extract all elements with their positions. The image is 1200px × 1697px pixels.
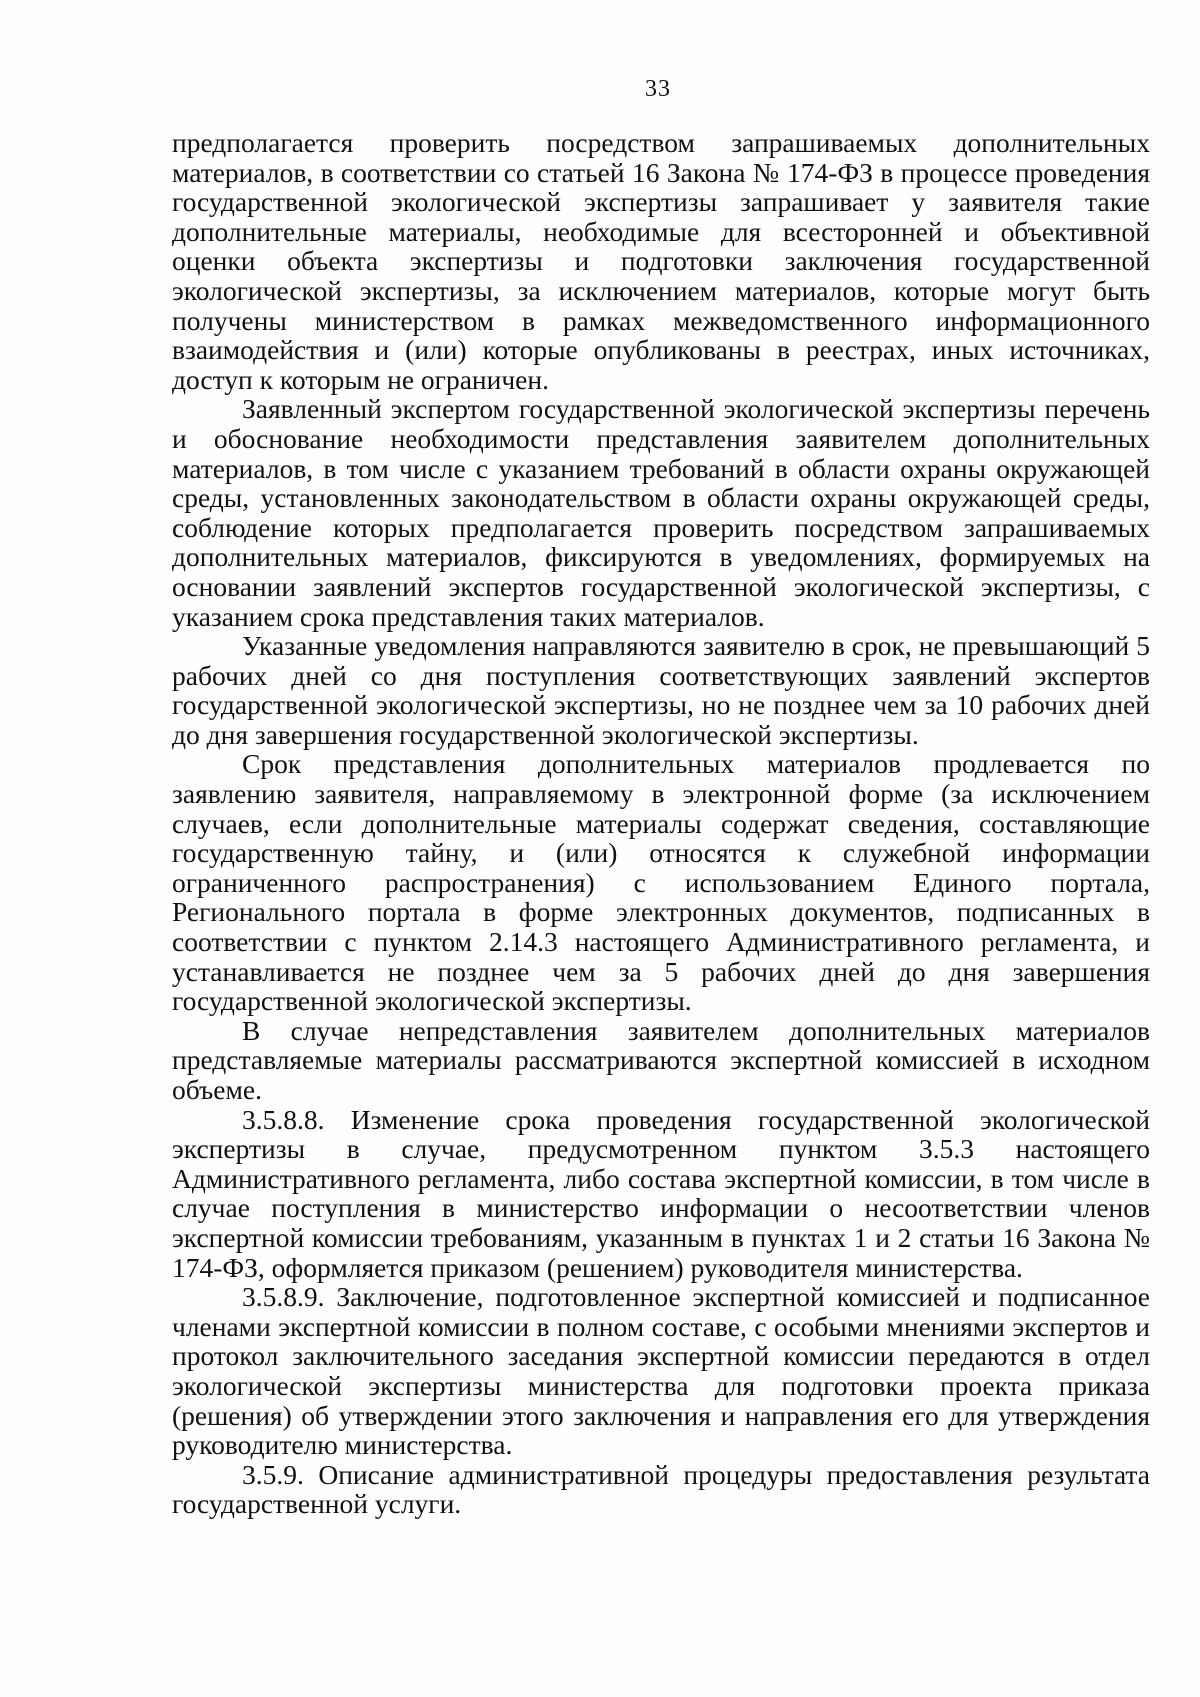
paragraph: 3.5.8.9. Заключение, подготовленное экспертной комиссией и подписанное членами экспертной комиссии в полном составе, с особыми мнениями экспертов и протокол заключительного заседания экспертной комиссии передаются в отдел экологической экспертизы министерства для подготовки проекта приказа (решения) об утверждении этого заключения и направления его для утверждения руководителю министерства. bbox=[172, 1281, 1150, 1461]
paragraph: Заявленный экспертом государственной экологической экспертизы перечень и обоснование необходимости представления заявителем дополнительных материалов, в том числе с указанием требований в области охраны окружающей среды, установленных законодательством в области охраны окружающей среды, соблюдение которых предполагается проверить посредством запрашиваемых дополнительных материалов, фиксируются в уведомлениях, формируемых на основании заявлений экспертов государственной экологической экспертизы, с указанием срока представления таких материалов. bbox=[172, 393, 1150, 632]
paragraph: 3.5.8.8. Изменение срока проведения государственной экологической экспертизы в случае, предусмотренном пунктом 3.5.3 настоящего Административного регламента, либо состава экспертной комиссии, в том числе в случае поступления в министерство информации о несоответствии членов экспертной комиссии требованиям, указанным в пунктах 1 и 2 статьи 16 Закона № 174-ФЗ, оформляется приказом (решением) руководителя министерства. bbox=[172, 1103, 1150, 1283]
paragraph: Срок представления дополнительных материалов продлевается по заявлению заявителя, направляемому в электронной форме (за исключением случаев, если дополнительные материалы содержат сведения, составляющие государственную тайну, и (или) относятся к служебной информации ограниченного распространения) с использованием Единого портала, Регионального портала в форме электронных документов, подписанных в соответствии с пунктом 2.14.3 настоящего Административного регламента, и устанавливается не позднее чем за 5 рабочих дней до дня завершения государственной экологической экспертизы. bbox=[172, 748, 1150, 1017]
document-body bbox=[172, 128, 1150, 1519]
paragraph: В случае непредставления заявителем дополнительных материалов представляемые материалы рассматриваются экспертной комиссией в исходном объеме. bbox=[172, 1014, 1150, 1105]
paragraph: предполагается проверить посредством запрашиваемых дополнительных материалов, в соответствии со статьей 16 Закона № 174-ФЗ в процессе проведения государственной экологической экспертизы запрашивает у заявителя такие дополнительные материалы, необходимые для всесторонней и объективной оценки объекта экспертизы и подготовки заключения государственной экологической экспертизы, за исключением материалов, которые могут быть получены министерством в рамках межведомственного информационного взаимодействия и (или) которые опубликованы в реестрах, иных источниках, доступ к которым не ограничен. bbox=[172, 127, 1150, 395]
paragraph: 3.5.9. Описание административной процедуры предоставления результата государственной услуги. bbox=[172, 1458, 1150, 1520]
paragraph: Указанные уведомления направляются заявителю в срок, не превышающий 5 рабочих дней со дня поступления соответствующих заявлений экспертов государственной экологической экспертизы, но не позднее чем за 10 рабочих дней до дня завершения государственной экологической экспертизы. bbox=[172, 630, 1150, 750]
page-number: 33 bbox=[645, 76, 671, 102]
